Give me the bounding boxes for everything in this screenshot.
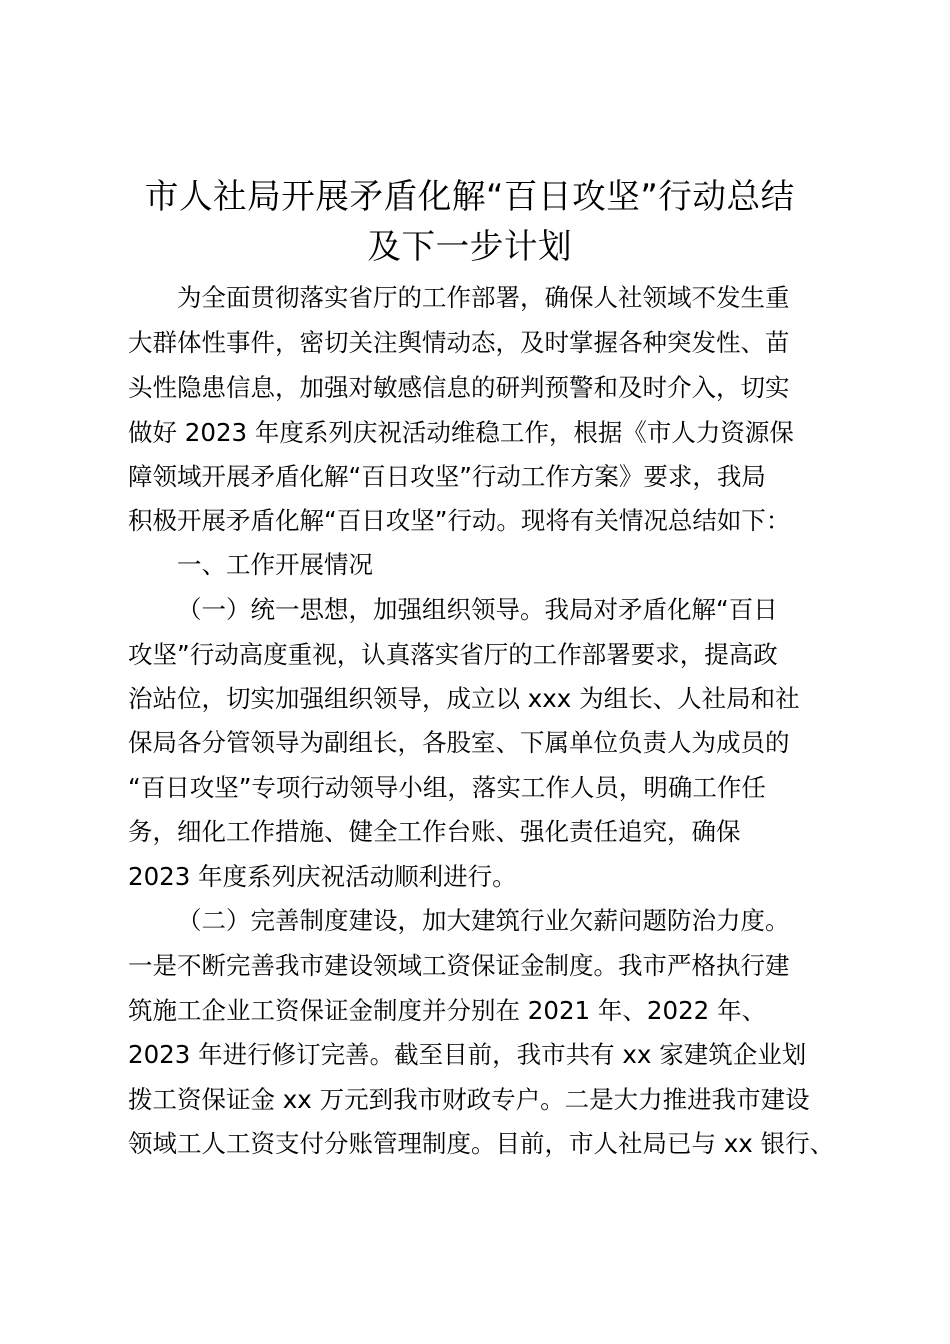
- paragraph-line: 务，细化工作措施、健全工作台账、强化责任追究，确保: [128, 817, 741, 846]
- paragraph-line: 攻坚”行动高度重视，认真落实省厅的工作部署要求，提高政: [128, 640, 778, 669]
- paragraph-line: （二）完善制度建设，加大建筑行业欠薪问题防治力度。: [177, 906, 790, 935]
- paragraph-line: （一）统一思想，加强组织领导。我局对矛盾化解“百日: [177, 595, 778, 624]
- paragraph-line: 头性隐患信息，加强对敏感信息的研判预警和及时介入，切实: [128, 373, 790, 402]
- section-heading: 一、工作开展情况: [177, 550, 373, 579]
- paragraph-line: “百日攻坚”专项行动领导小组，落实工作人员，明确工作任: [128, 773, 766, 802]
- paragraph-line: 2023 年进行修订完善。截至目前，我市共有 xx 家建筑企业划: [128, 1040, 807, 1069]
- paragraph-line: 做好 2023 年度系列庆祝活动维稳工作，根据《市人力资源保: [128, 418, 794, 447]
- paragraph-line: 筑施工企业工资保证金制度并分别在 2021 年、2022 年、: [128, 996, 767, 1025]
- document-title-line-1: 市人社局开展矛盾化解“百日攻坚”行动总结: [144, 177, 795, 217]
- paragraph-line: 领域工人工资支付分账管理制度。目前，市人社局已与 xx 银行、: [128, 1129, 835, 1158]
- paragraph-line: 障领域开展矛盾化解“百日攻坚”行动工作方案》要求，我局: [128, 462, 766, 491]
- paragraph-line: 拨工资保证金 xx 万元到我市财政专户。二是大力推进我市建设: [128, 1085, 810, 1114]
- paragraph-line: 一是不断完善我市建设领域工资保证金制度。我市严格执行建: [128, 951, 790, 980]
- paragraph-line: 为全面贯彻落实省厅的工作部署，确保人社领域不发生重: [177, 283, 790, 312]
- paragraph-line: 保局各分管领导为副组长，各股室、下属单位负责人为成员的: [128, 728, 790, 757]
- paragraph-line: 2023 年度系列庆祝活动顺利进行。: [128, 862, 517, 891]
- paragraph-line: 治站位，切实加强组织领导，成立以 xxx 为组长、人社局和社: [128, 684, 800, 713]
- document-title-line-2: 及下一步计划: [367, 227, 573, 267]
- paragraph-line: 大群体性事件，密切关注舆情动态，及时掌握各种突发性、苗: [128, 328, 790, 357]
- paragraph-line: 积极开展矛盾化解“百日攻坚”行动。现将有关情况总结如下：: [128, 506, 791, 535]
